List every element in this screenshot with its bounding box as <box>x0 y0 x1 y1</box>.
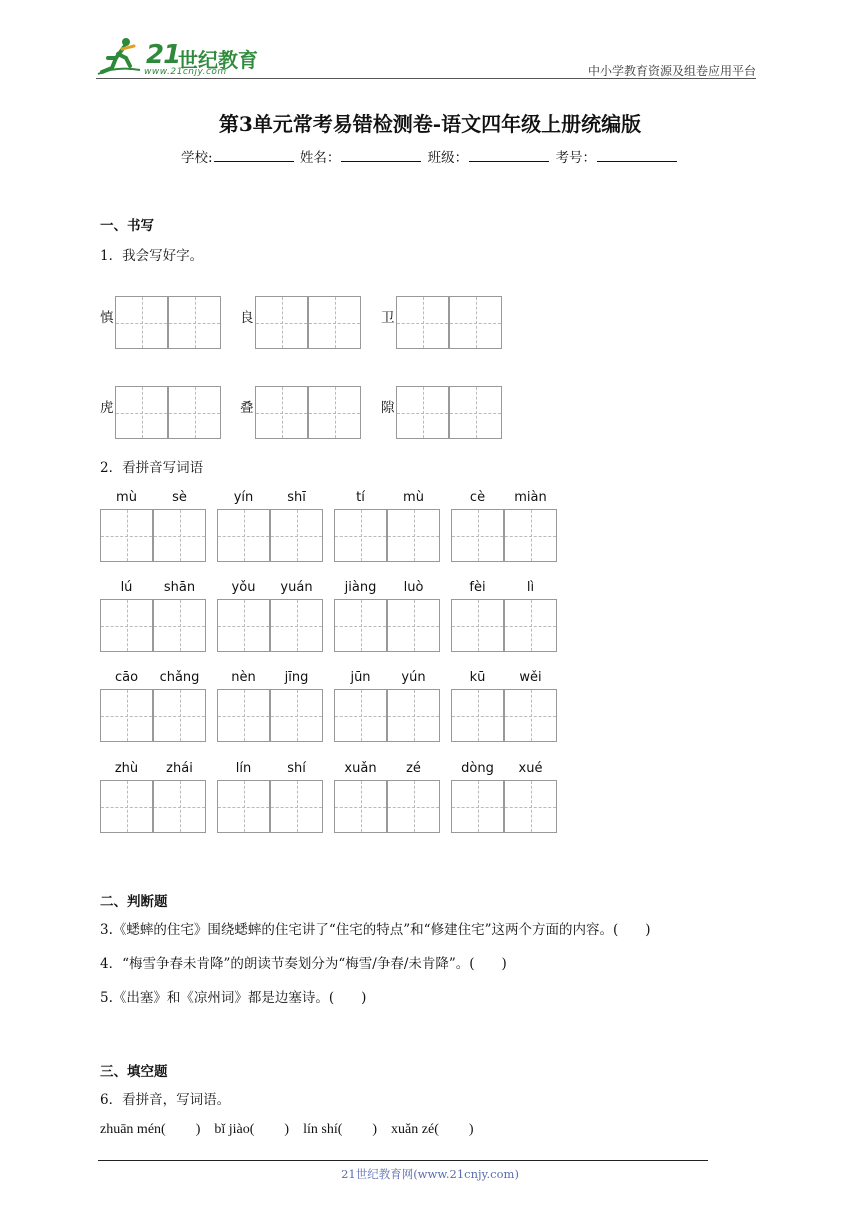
writing-cell[interactable] <box>451 689 504 742</box>
writing-cell[interactable] <box>387 780 440 833</box>
question-2: 2．看拼音写词语 <box>100 460 204 476</box>
writing-cell[interactable] <box>308 296 361 349</box>
writing-cell[interactable] <box>387 599 440 652</box>
writing-cell[interactable] <box>153 599 206 652</box>
pinyin-label: yuán <box>280 580 313 595</box>
pinyin-label: jiàng <box>344 580 377 595</box>
writing-cell[interactable] <box>217 689 270 742</box>
writing-cell[interactable] <box>270 599 323 652</box>
writing-cell[interactable] <box>451 780 504 833</box>
pinyin-label: shān <box>163 580 196 595</box>
pinyin-label: lín <box>235 761 252 776</box>
practice-char: 叠 <box>240 400 254 416</box>
header-divider <box>96 78 756 79</box>
question-6: 6．看拼音，写词语。 <box>100 1092 231 1108</box>
pinyin-label: shī <box>287 490 306 505</box>
exam-no-blank[interactable] <box>597 148 677 162</box>
name-blank[interactable] <box>341 148 421 162</box>
name-label: 姓名： <box>299 150 341 166</box>
pinyin-label: yín <box>233 490 254 505</box>
class-label: 班级： <box>427 150 469 166</box>
pinyin-label: fèi <box>469 580 486 595</box>
pinyin-label: jūn <box>350 670 371 685</box>
pinyin-label: xuǎn <box>344 761 377 776</box>
logo-text: 世纪教育 <box>178 48 258 72</box>
practice-char: 隙 <box>381 400 395 416</box>
school-blank[interactable] <box>214 148 294 162</box>
writing-cell[interactable] <box>217 780 270 833</box>
pinyin-label: chǎng <box>159 670 200 685</box>
school-label: 学校: <box>181 150 213 166</box>
question-4: 4．“梅雪争春未肯降”的朗读节奏划分为“梅雪/争春/未肯降”。( ) <box>100 956 507 972</box>
footer-text: 21世纪教育网(www.21cnjy.com) <box>341 1167 519 1181</box>
pinyin-label: kū <box>469 670 486 685</box>
writing-cell[interactable] <box>115 386 168 439</box>
pinyin-label: cè <box>469 490 486 505</box>
pinyin-label: mù <box>116 490 137 505</box>
pinyin-label: yún <box>401 670 426 685</box>
fill-item-2: bǐ jiào( <box>214 1122 255 1137</box>
question-5: 5.《出塞》和《凉州词》都是边塞诗。( ) <box>100 990 367 1006</box>
class-blank[interactable] <box>469 148 549 162</box>
writing-cell[interactable] <box>168 296 221 349</box>
writing-cell[interactable] <box>217 509 270 562</box>
writing-cell[interactable] <box>387 509 440 562</box>
writing-cell[interactable] <box>334 780 387 833</box>
pinyin-label: zhái <box>166 761 193 776</box>
practice-char: 良 <box>240 310 254 326</box>
writing-cell[interactable] <box>168 386 221 439</box>
pinyin-label: jīng <box>284 670 309 685</box>
writing-cell[interactable] <box>449 386 502 439</box>
writing-cell[interactable] <box>100 689 153 742</box>
writing-cell[interactable] <box>308 386 361 439</box>
writing-cell[interactable] <box>270 689 323 742</box>
question-6-items: zhuān mén( ) bǐ jiào( ) lín shí( ) xuǎn zé( ) <box>100 1122 474 1137</box>
writing-cell[interactable] <box>100 599 153 652</box>
fill-item-3: lín shí( <box>303 1122 343 1137</box>
exam-no-label: 考号： <box>555 150 596 166</box>
section-heading-writing: 一、书写 <box>100 218 154 234</box>
writing-cell[interactable] <box>153 509 206 562</box>
pinyin-label: zé <box>406 761 421 776</box>
writing-cell[interactable] <box>255 386 308 439</box>
student-info-line <box>0 146 860 166</box>
writing-cell[interactable] <box>449 296 502 349</box>
logo-runner-icon <box>96 36 142 76</box>
question-3: 3.《蟋蟀的住宅》围绕蟋蟀的住宅讲了“住宅的特点”和“修建住宅”这两个方面的内容。( ) <box>100 922 651 938</box>
writing-cell[interactable] <box>387 689 440 742</box>
practice-char: 慎 <box>100 310 114 326</box>
writing-cell[interactable] <box>504 599 557 652</box>
footer-divider <box>98 1160 708 1161</box>
writing-cell[interactable] <box>217 599 270 652</box>
pinyin-label: luò <box>403 580 424 595</box>
logo-number: 21 <box>146 40 181 70</box>
writing-cell[interactable] <box>451 599 504 652</box>
writing-cell[interactable] <box>451 509 504 562</box>
writing-cell[interactable] <box>396 296 449 349</box>
writing-cell[interactable] <box>100 780 153 833</box>
writing-cell[interactable] <box>270 780 323 833</box>
pinyin-label: wěi <box>519 670 542 685</box>
pinyin-label: shí <box>287 761 306 776</box>
question-1: 1．我会写好字。 <box>100 248 204 264</box>
writing-cell[interactable] <box>334 599 387 652</box>
pinyin-label: lú <box>120 580 133 595</box>
writing-cell[interactable] <box>115 296 168 349</box>
writing-cell[interactable] <box>255 296 308 349</box>
practice-char: 卫 <box>381 310 395 326</box>
pinyin-label: nèn <box>231 670 256 685</box>
section-heading-fill-in: 三、填空题 <box>100 1064 168 1080</box>
writing-cell[interactable] <box>100 509 153 562</box>
pinyin-label: mù <box>403 490 424 505</box>
writing-cell[interactable] <box>153 780 206 833</box>
writing-cell[interactable] <box>504 509 557 562</box>
writing-cell[interactable] <box>270 509 323 562</box>
pinyin-label: zhù <box>114 761 139 776</box>
fill-item-4: xuǎn zé( <box>391 1122 439 1137</box>
fill-item-1: zhuān mén( <box>100 1122 166 1137</box>
writing-cell[interactable] <box>334 509 387 562</box>
pinyin-label: dòng <box>461 761 494 776</box>
pinyin-label: lì <box>526 580 535 595</box>
practice-char: 虎 <box>100 400 114 416</box>
writing-cell[interactable] <box>504 689 557 742</box>
header-tagline: 中小学教育资源及组卷应用平台 <box>587 64 756 78</box>
pinyin-label: xué <box>518 761 543 776</box>
logo-url: www.21cnjy.com <box>144 67 227 77</box>
writing-cell[interactable] <box>396 386 449 439</box>
page-title: 第3单元常考易错检测卷-语文四年级上册统编版 <box>218 112 642 136</box>
pinyin-label: yǒu <box>231 580 256 595</box>
writing-cell[interactable] <box>334 689 387 742</box>
writing-cell[interactable] <box>153 689 206 742</box>
pinyin-label: miàn <box>514 490 547 505</box>
pinyin-label: sè <box>172 490 187 505</box>
pinyin-label: cāo <box>114 670 139 685</box>
pinyin-label: tí <box>356 490 365 505</box>
writing-cell[interactable] <box>504 780 557 833</box>
section-heading-judgement: 二、判断题 <box>100 894 168 910</box>
